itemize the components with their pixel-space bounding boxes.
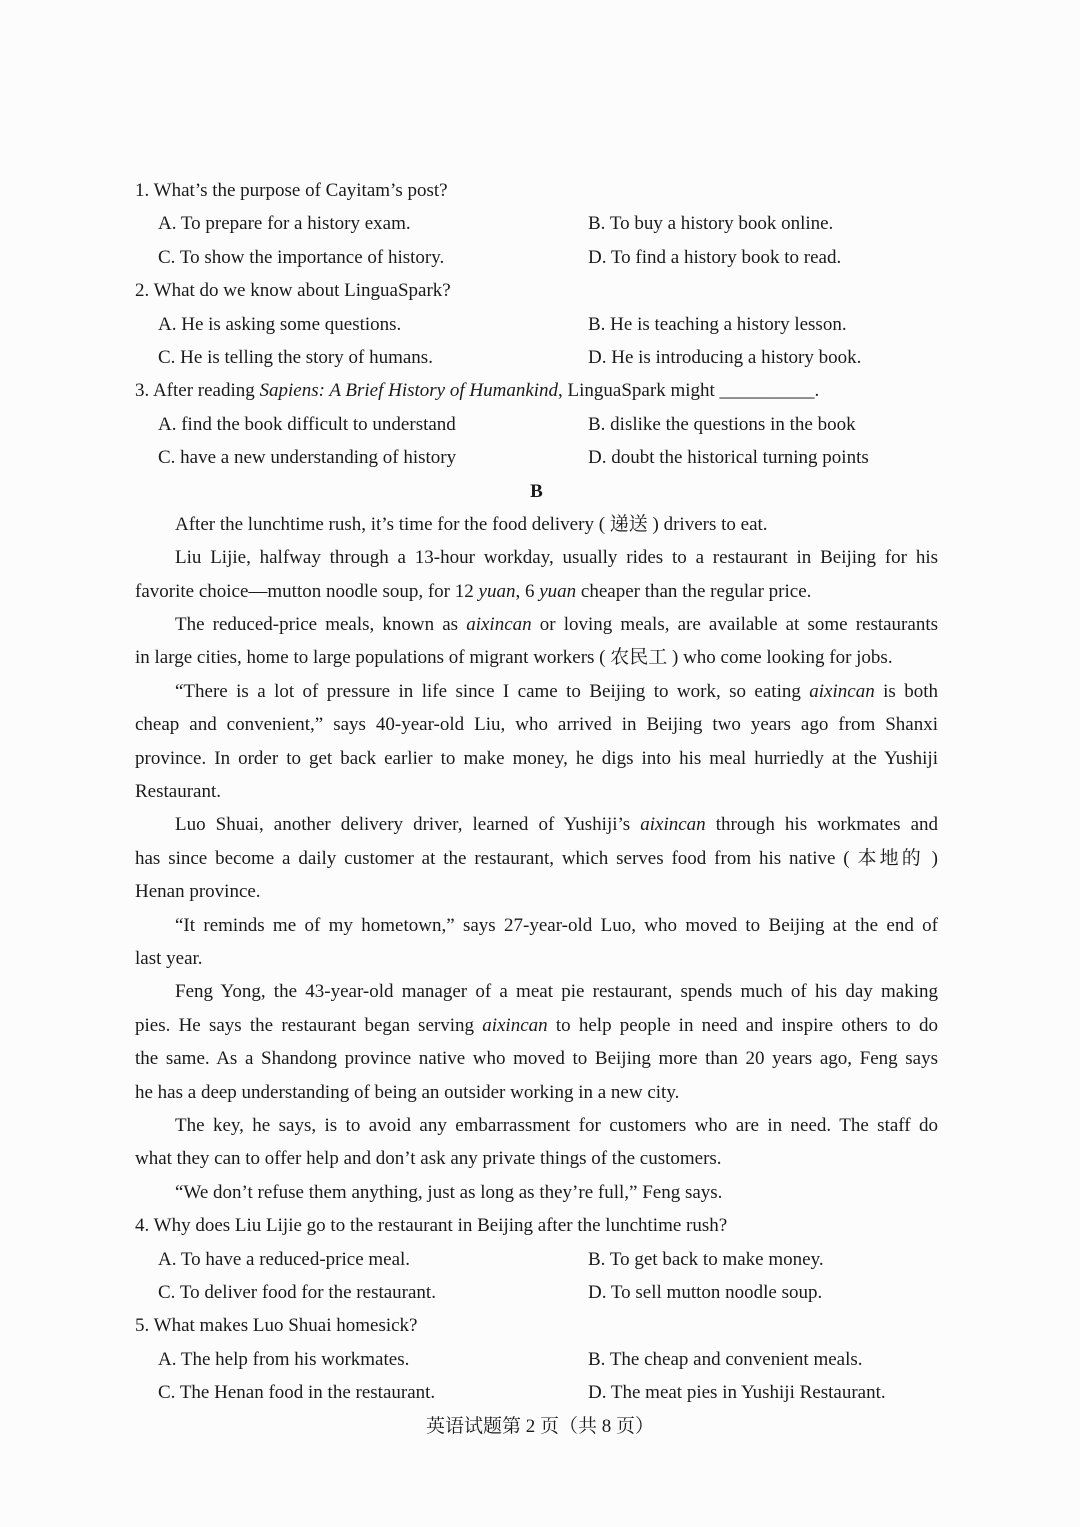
paragraph-line: After the lunchtime rush, it’s time for the food delivery ( 递送 ) drivers to eat. xyxy=(175,513,768,535)
question-1: 1. What’s the purpose of Cayitam’s post? xyxy=(135,180,448,201)
text: pies. He says the restaurant began serving xyxy=(135,1014,483,1036)
option-d: D. To sell mutton noodle soup. xyxy=(588,1281,823,1303)
paragraph-line: in large cities, home to large populations of migrant workers ( 农民工 ) who come looking for jobs. xyxy=(135,647,893,669)
paragraph-line xyxy=(135,1009,938,1042)
option-d: D. doubt the historical turning points xyxy=(588,447,869,469)
exam-page xyxy=(135,174,938,1409)
text: “There is a lot of pressure in life since I came to Beijing to work, so eating xyxy=(175,680,810,702)
text: The reduced-price meals, known as xyxy=(175,614,467,636)
question-5: 5. What makes Luo Shuai homesick? xyxy=(135,1315,418,1337)
text: Luo Shuai, another delivery driver, learned of Yushiji’s xyxy=(175,814,641,836)
paragraph-line xyxy=(135,675,938,708)
text: is both xyxy=(874,680,938,702)
options-row xyxy=(135,1243,938,1276)
section-heading: B xyxy=(530,480,543,502)
options-row xyxy=(135,241,938,274)
paragraph-line: “We don’t refuse them anything, just as long as they’re full,” Feng says. xyxy=(175,1181,723,1203)
options-row xyxy=(135,1343,938,1376)
text: aixincan xyxy=(466,614,532,636)
option-b: B. The cheap and convenient meals. xyxy=(588,1348,863,1370)
paragraph-line: Feng Yong, the 43-year-old manager of a meat pie restaurant, spends much of his day making xyxy=(175,981,938,1003)
options-row xyxy=(135,408,938,441)
options-row xyxy=(135,1376,938,1409)
paragraph-line: he has a deep understanding of being an outsider working in a new city. xyxy=(135,1081,680,1103)
text: to help people in need and inspire others to do xyxy=(547,1014,938,1036)
option-b: B. He is teaching a history lesson. xyxy=(588,313,847,335)
option-c: C. have a new understanding of history xyxy=(158,447,457,469)
text: favorite choice—mutton noodle soup, for 12 xyxy=(135,580,479,602)
option-a: A. To prepare for a history exam. xyxy=(158,213,411,235)
paragraph-line: Restaurant. xyxy=(135,781,222,803)
option-d: D. To find a history book to read. xyxy=(588,246,842,268)
option-a: A. find the book difficult to understand xyxy=(158,413,456,435)
question-3 xyxy=(135,374,938,407)
question-2: 2. What do we know about LinguaSpark? xyxy=(135,280,451,302)
option-c: C. The Henan food in the restaurant. xyxy=(158,1382,436,1404)
paragraph-line: “It reminds me of my hometown,” says 27-year-old Luo, who moved to Beijing at the end of xyxy=(175,914,938,936)
paragraph-line: Liu Lijie, halfway through a 13-hour workday, usually rides to a restaurant in Beijing for his xyxy=(175,547,938,569)
paragraph-line: what they can to offer help and don’t ask any private things of the customers. xyxy=(135,1148,722,1170)
book-title: Sapiens: A Brief History of Humankind xyxy=(259,380,559,402)
paragraph-line: province. In order to get back earlier to make money, he digs into his meal hurriedly at the Yushiji xyxy=(135,747,938,769)
options-row xyxy=(135,441,938,474)
question-text: , LinguaSpark might __________. xyxy=(558,380,820,402)
paragraph-line: The key, he says, is to avoid any embarrassment for customers who are in need. The staff do xyxy=(175,1114,938,1136)
option-b: B. To get back to make money. xyxy=(588,1248,824,1270)
option-c: C. To show the importance of history. xyxy=(158,246,445,268)
options-row xyxy=(135,308,938,341)
option-c: C. He is telling the story of humans. xyxy=(158,346,433,368)
option-b: B. dislike the questions in the book xyxy=(588,413,856,435)
paragraph-line xyxy=(135,808,938,841)
paragraph-line xyxy=(135,575,938,608)
paragraph-line: last year. xyxy=(135,947,203,969)
option-b: B. To buy a history book online. xyxy=(588,213,834,235)
page-footer: 英语试题第 2 页（共 8 页） xyxy=(425,1416,654,1437)
paragraph-line: cheap and convenient,” says 40-year-old Liu, who arrived in Beijing two years ago from Shanxi xyxy=(135,714,938,736)
paragraph-line xyxy=(135,608,938,641)
text: aixincan xyxy=(640,814,706,836)
option-a: A. The help from his workmates. xyxy=(158,1348,410,1370)
options-row xyxy=(135,1276,938,1309)
option-d: D. He is introducing a history book. xyxy=(588,346,862,368)
options-row xyxy=(135,341,938,374)
option-d: D. The meat pies in Yushiji Restaurant. xyxy=(588,1382,886,1404)
paragraph-line: the same. As a Shandong province native who moved to Beijing more than 20 years ago, Feng says xyxy=(135,1048,938,1070)
text: aixincan xyxy=(809,680,875,702)
text: through his workmates and xyxy=(705,814,938,836)
paragraph-line: Henan province. xyxy=(135,881,261,903)
question-text: 3. After reading xyxy=(135,380,260,402)
options-row xyxy=(135,207,938,240)
paragraph-line: has since become a daily customer at the restaurant, which serves food from his native ( 本地的 ) xyxy=(135,847,938,869)
option-c: C. To deliver food for the restaurant. xyxy=(158,1281,436,1303)
option-a: A. He is asking some questions. xyxy=(158,313,402,335)
text: or loving meals, are available at some restaurants xyxy=(531,614,938,636)
text: aixincan xyxy=(482,1014,548,1036)
text: yuan xyxy=(478,580,516,602)
text: yuan xyxy=(539,580,577,602)
option-a: A. To have a reduced-price meal. xyxy=(158,1248,411,1270)
question-4: 4. Why does Liu Lijie go to the restaurant in Beijing after the lunchtime rush? xyxy=(135,1215,728,1237)
text: cheaper than the regular price. xyxy=(576,580,812,602)
text: , 6 xyxy=(515,580,540,602)
